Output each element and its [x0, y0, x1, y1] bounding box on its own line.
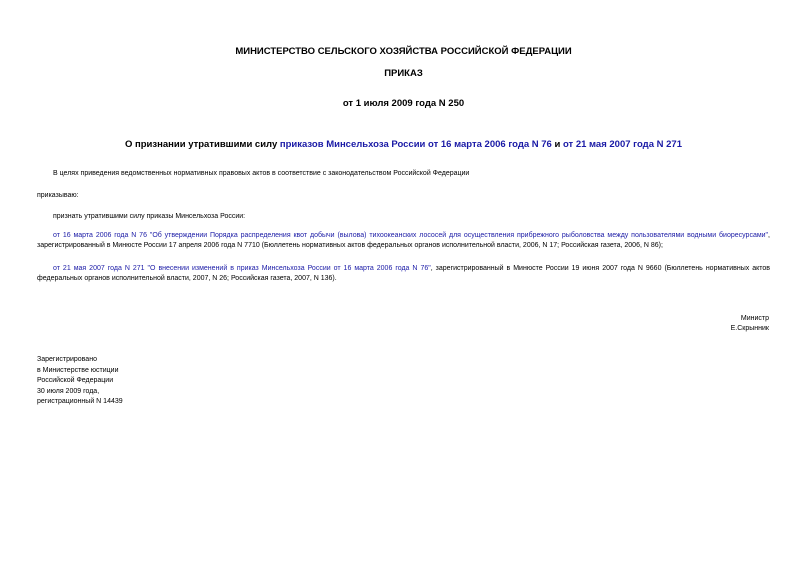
item-2-link[interactable]: от 21 мая 2007 года N 271 "О внесении изменений в приказ Минсельхоза России от 16 марта 2006 года N 76"	[53, 265, 431, 272]
signature-position: Министр	[740, 315, 769, 322]
signature-name: Е.Скрынник	[730, 325, 769, 332]
item-1-rest: , зарегистрированный в Минюсте России 17 апреля 2006 года N 7710 (Бюллетень нормативных актов федеральных органов исполнительной власти, 2006, N 17; Российская газета, 2006, N 86);	[37, 232, 770, 249]
document-date-number: от 1 июля 2009 года N 250	[342, 98, 465, 109]
declare-paragraph: признать утратившими силу приказы Минсельхоза России:	[53, 213, 246, 220]
item-2-rest: , зарегистрированный в Минюсте России 19 июня 2007 года N 9660 (Бюллетень нормативных актов федеральных органов исполнительной власти, 2007, N 26; Российская газета, 2007, N 136).	[37, 265, 771, 282]
registration-line: Зарегистрировано	[37, 356, 97, 363]
registration-line: в Министерстве юстиции	[37, 366, 119, 374]
document-type-heading: ПРИКАЗ	[384, 68, 423, 79]
title-link-order-271[interactable]: от 21 мая 2007 года N 271	[562, 139, 682, 150]
registration-line: Российской Федерации	[37, 377, 114, 384]
registration-line: регистрационный N 14439	[37, 398, 123, 405]
order-word: приказываю:	[37, 192, 79, 199]
item-1-link[interactable]: от 16 марта 2006 года N 76 "Об утверждении Порядка распределения квот добычи (вылова) тихоокеанских лососей для осуществления прибрежного рыболовства между пользователями водными биоресурсами"	[53, 232, 769, 239]
title-middle: и	[551, 139, 563, 150]
item-1-paragraph	[37, 231, 770, 251]
title-prefix: О признании утратившими силу	[124, 139, 280, 150]
title-link-order-76[interactable]: приказов Минсельхоза России от 16 марта 2006 года N 76	[279, 139, 552, 150]
item-2-paragraph	[37, 264, 770, 284]
ministry-heading: МИНИСТЕРСТВО СЕЛЬСКОГО ХОЗЯЙСТВА РОССИЙСКОЙ ФЕДЕРАЦИИ	[235, 46, 572, 57]
document-title	[0, 139, 807, 150]
registration-line: 30 июля 2009 года,	[37, 387, 100, 395]
intro-paragraph: В целях приведения ведомственных нормативных правовых актов в соответствие с законодательством Российской Федерации	[53, 170, 470, 177]
registration-block	[37, 355, 123, 408]
